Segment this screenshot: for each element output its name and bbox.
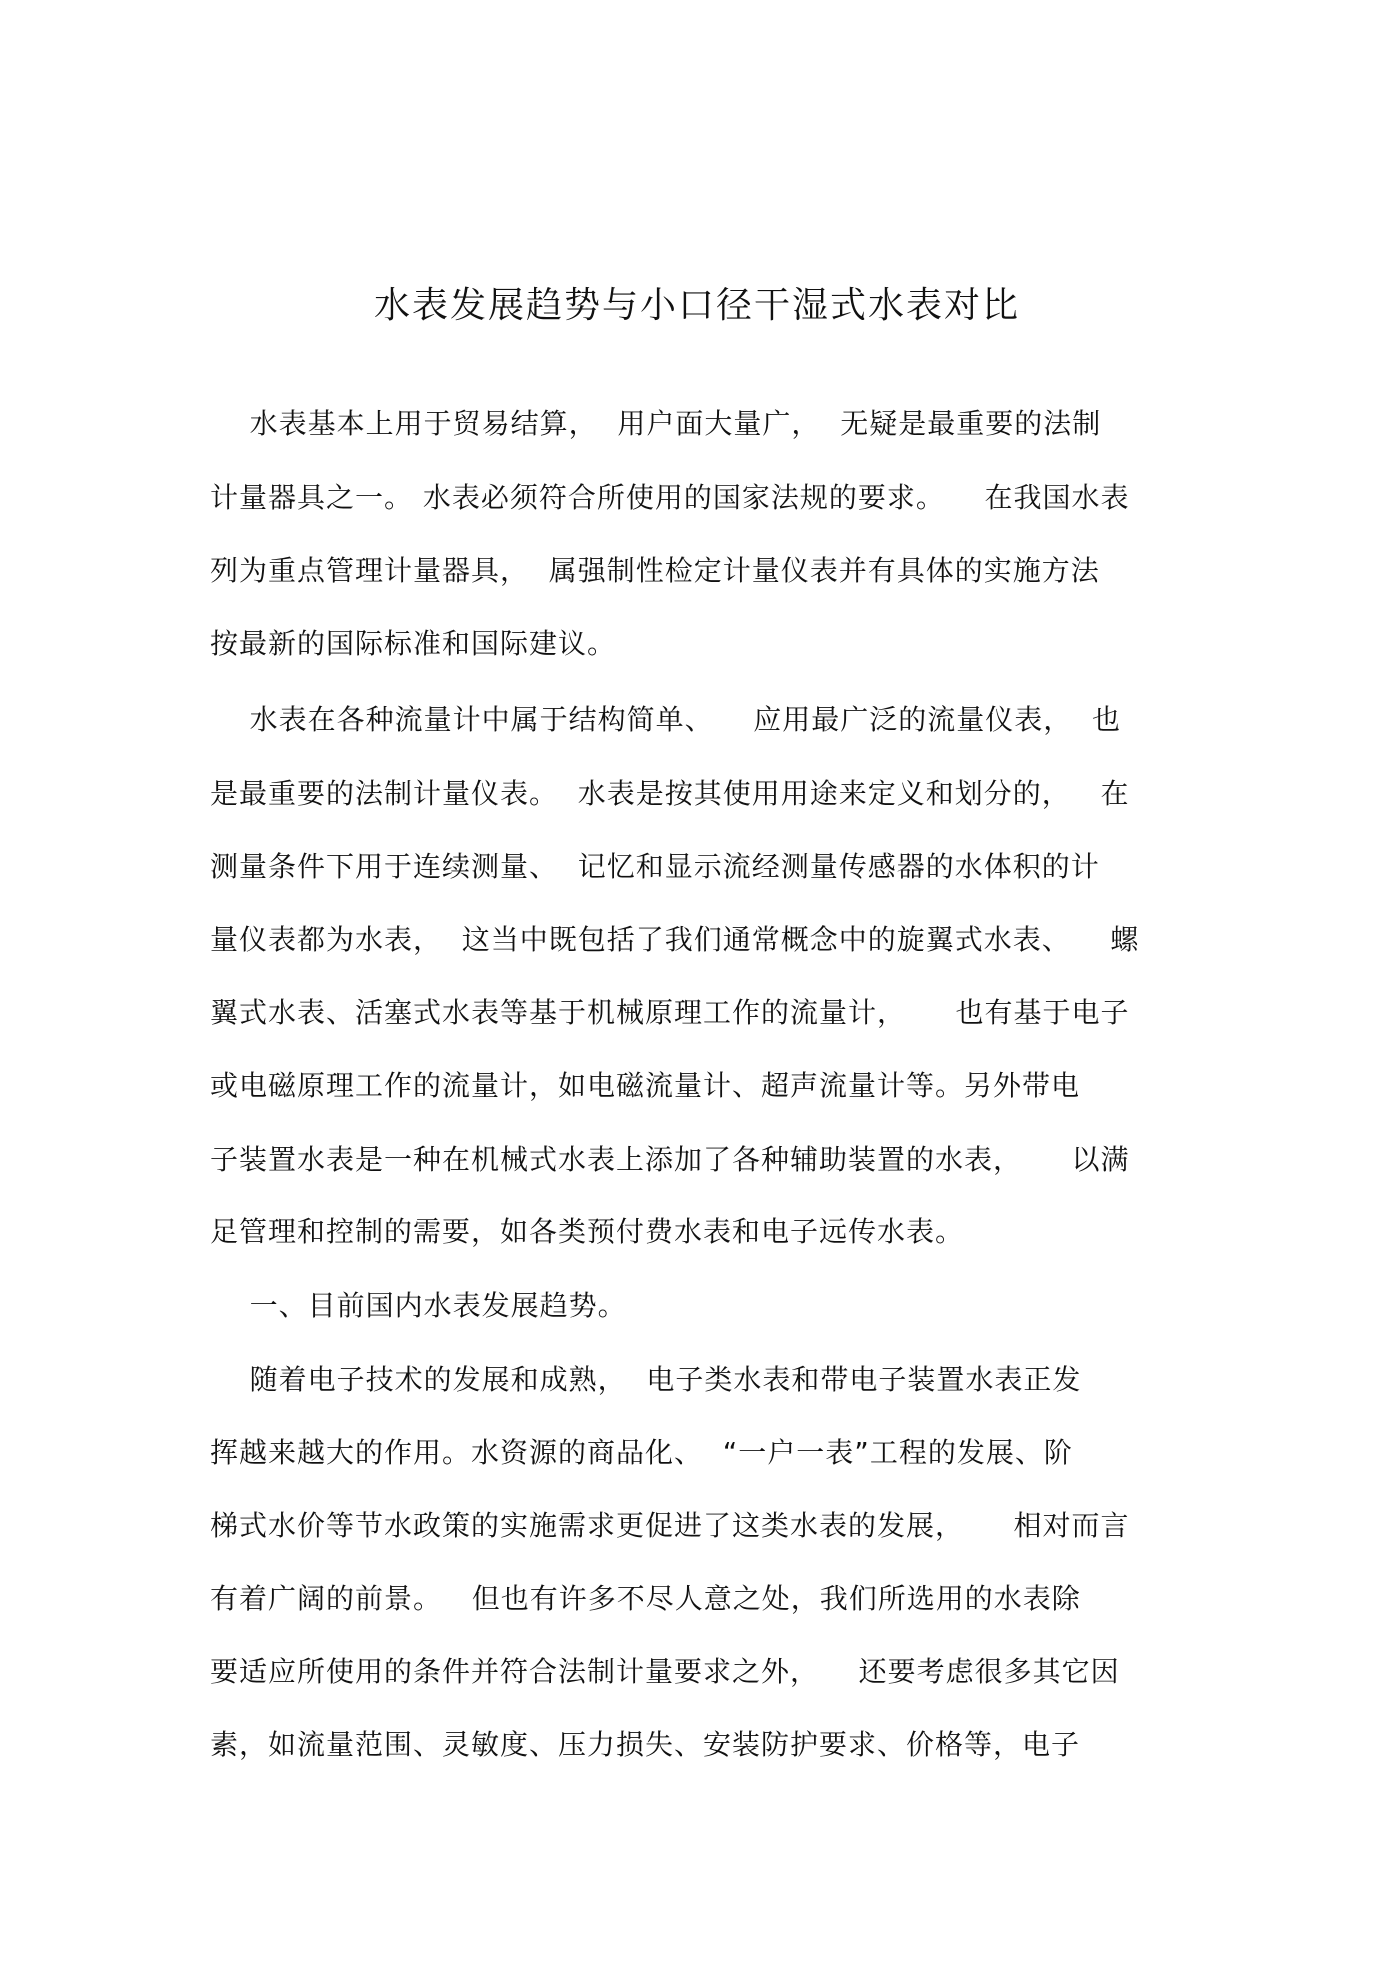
text-line: 按最新的国际标准和国际建议。 xyxy=(210,627,617,660)
text-line: 挥越来越大的作用。水资源的商品化、 “一户一表”工程的发展、阶 xyxy=(210,1436,1073,1469)
section-heading: 一、目前国内水表发展趋势。 xyxy=(210,1289,627,1322)
text-line: 量仪表都为水表， 这当中既包括了我们通常概念中的旋翼式水表、 螺 xyxy=(210,923,1140,956)
text-line: 有着广阔的前景。 但也有许多不尽人意之处，我们所选用的水表除 xyxy=(210,1582,1081,1615)
text-line: 列为重点管理计量器具， 属强制性检定计量仪表并有具体的实施方法 xyxy=(210,554,1100,587)
text-line: 计量器具之一。 水表必须符合所使用的国家法规的要求。 在我国水表 xyxy=(210,481,1130,514)
text-line: 素，如流量范围、灵敏度、压力损失、安装防护要求、价格等，电子 xyxy=(210,1728,1081,1761)
text-line: 水表在各种流量计中属于结构简单、 应用最广泛的流量仪表， 也 xyxy=(210,703,1122,736)
text-line: 随着电子技术的发展和成熟， 电子类水表和带电子装置水表正发 xyxy=(210,1363,1082,1396)
text-line: 是最重要的法制计量仪表。 水表是按其使用用途来定义和划分的， 在 xyxy=(210,777,1130,810)
text-line: 梯式水价等节水政策的实施需求更促进了这类水表的发展， 相对而言 xyxy=(210,1509,1130,1542)
document-title: 水表发展趋势与小口径干湿式水表对比 xyxy=(373,285,1020,326)
text-line: 测量条件下用于连续测量、 记忆和显示流经测量传感器的水体积的计 xyxy=(210,850,1100,883)
text-line: 水表基本上用于贸易结算， 用户面大量广， 无疑是最重要的法制 xyxy=(210,407,1102,440)
text-line: 或电磁原理工作的流量计，如电磁流量计、超声流量计等。另外带电 xyxy=(210,1069,1081,1102)
text-line: 子装置水表是一种在机械式水表上添加了各种辅助装置的水表， 以满 xyxy=(210,1143,1130,1176)
text-line: 翼式水表、活塞式水表等基于机械原理工作的流量计， 也有基于电子 xyxy=(210,996,1130,1029)
text-line: 要适应所使用的条件并符合法制计量要求之外， 还要考虑很多其它因 xyxy=(210,1655,1120,1688)
text-line: 足管理和控制的需要，如各类预付费水表和电子远传水表。 xyxy=(210,1215,965,1248)
